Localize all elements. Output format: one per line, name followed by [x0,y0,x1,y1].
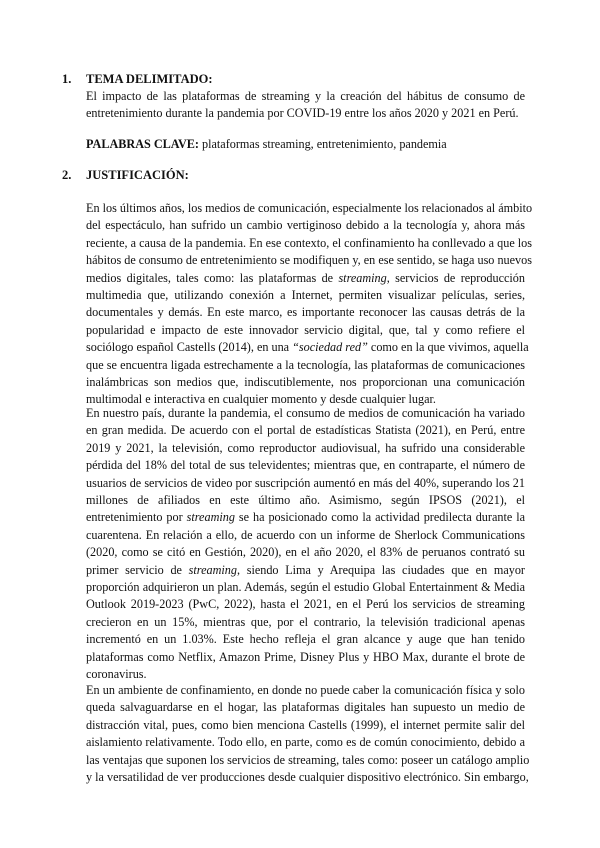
keywords-label: PALABRAS CLAVE: [86,137,199,151]
text-run: , servicios de reproducción [386,270,525,285]
paragraph-line [86,562,525,579]
paragraph-line: cuarentena. En relación a ello, de acuerdo con un informe de Sherlock Communications [86,527,525,542]
paragraph-line: en gran medida. De acuerdo con el portal de estadísticas Statista (2021), en Perú, entre [86,423,525,438]
section-2-heading [62,168,189,183]
paragraph-line: En nuestro país, durante la pandemia, el consumo de medios de comunicación ha variado [86,406,525,420]
paragraph-line: proporción adquirieron un plan. Además, según el estudio Global Entertainment & Media [86,580,525,595]
paragraph-line: usuarios de servicios de video por suscripción aumentó en más del 40%, superando los 21 [86,475,525,490]
paragraph-line: hábitos de consumo de entretenimiento se modifiquen y, en ese sentido, se haga uso nuevos [86,253,532,268]
paragraph-line: multimodal e interactiva en cualquier momento y desde cualquier lugar. [86,392,436,407]
paragraph-line: En un ambiente de confinamiento, en donde no puede caber la comunicación física y solo [86,683,525,697]
text-run: medios digitales, tales como: las plataformas de [86,270,339,285]
paragraph-line: las ventajas que suponen los servicios de streaming, tales como: poseer un catálogo amplio [86,752,530,767]
paragraph-line [86,270,525,287]
paragraph-line: aislamiento relativamente. Todo ello, en parte, como es de común conocimiento, debido a [86,735,525,750]
section-1-title: TEMA DELIMITADO: [86,72,213,86]
text-run: se ha posicionado como la actividad predilecta durante la [234,510,525,525]
keywords-line [86,136,525,153]
text-run: entretenimiento por [86,510,187,525]
paragraph-3 [86,682,530,786]
topic-line: entretenimiento durante la pandemia por COVID-19 entre los años 2020 y 2021 en Perú. [86,106,519,121]
paragraph-line: queda salvaguardarse en el hogar, las plataformas digitales han supuesto un medio de [86,700,525,715]
topic-line: El impacto de las plataformas de streaming y la creación del hábitus de consumo de [86,89,525,103]
italic-term: “sociedad red” [292,340,368,355]
paragraph-2 [86,405,525,684]
paragraph-line [86,509,525,526]
paragraph-line: plataformas como Netflix, Amazon Prime, Disney Plus y HBO Max, durante el brote de [86,649,525,664]
paragraph-line: y la versatilidad de ver producciones desde cualquier dispositivo electrónico. Sin embargo, [86,770,529,785]
paragraph-line: crecieron en un 15%, mientras que, por el contrario, la televisión tradicional apenas [86,614,525,629]
paragraph-line: multimedia que, utilizando conexión a Internet, permiten visualizar películas, series, [86,288,525,303]
paragraph-line: incrementó en un 1.03%. Este hecho refleja el gran alcance y auge que han tenido [86,632,525,647]
paragraph-line: En los últimos años, los medios de comunicación, especialmente los relacionados al ámbito [86,201,533,215]
paragraph-line: 2019 y 2021, la televisión, como reproductor audiovisual, ha sufrido una considerable [86,440,525,455]
paragraph-1 [86,200,533,409]
section-1-heading [62,72,213,87]
paragraph-line: distracción vital, pues, como bien menciona Castells (1999), el internet permite salir del [86,717,525,732]
paragraph-line: que se encuentra ligada estrechamente a la tecnología, las plataformas de comunicaciones [86,357,525,372]
section-2-number: 2. [62,168,72,182]
topic-paragraph [86,88,525,123]
paragraph-line: popularidad e impacto de este innovador servicio digital, que, tal y como refiere el [86,322,525,337]
text-run: , siendo Lima y Arequipa las ciudades que en mayor [236,562,525,577]
paragraph-line: (2020, como se citó en Gestión, 2020), en el año 2020, el 83% de peruanos contrató su [86,545,525,560]
paragraph-line: inalámbricas son medios que, indiscutiblemente, nos proporcionan una comunicación [86,375,525,390]
text-run: sociólogo español Castells (2014), en una [86,340,293,355]
paragraph-line: Outlook 2019-2023 (PwC, 2022), hasta el 2021, en el Perú los servicios de streaming [86,597,525,612]
text-run: primer servicio de [86,562,189,577]
italic-term: streaming [338,270,387,285]
paragraph-line: pérdida del 18% del total de sus televidentes; mientras que, en contraparte, el número de [86,458,525,473]
italic-term: streaming [188,562,237,577]
paragraph-line: reciente, a causa de la pandemia. En ese contexto, el confinamiento ha conllevado a que los [86,235,533,250]
keywords-text: plataformas streaming, entretenimiento, pandemia [198,137,447,151]
paragraph-line [86,339,529,356]
paragraph-line: millones de afiliados en este último año. Asimismo, según IPSOS (2021), el [86,493,525,508]
text-run: como en la que vivimos, aquella [367,340,529,355]
section-2-title: JUSTIFICACIÓN: [86,168,189,182]
section-1-number: 1. [62,72,72,86]
paragraph-line: del espectáculo, han sufrido un cambio vertiginoso debido a la tecnología y, ahora más [86,218,525,233]
paragraph-line: documentales y demás. En este marco, es importante reconocer las causas detrás de la [86,305,525,320]
italic-term: streaming [186,510,235,525]
paragraph-line: coronavirus. [86,667,147,682]
